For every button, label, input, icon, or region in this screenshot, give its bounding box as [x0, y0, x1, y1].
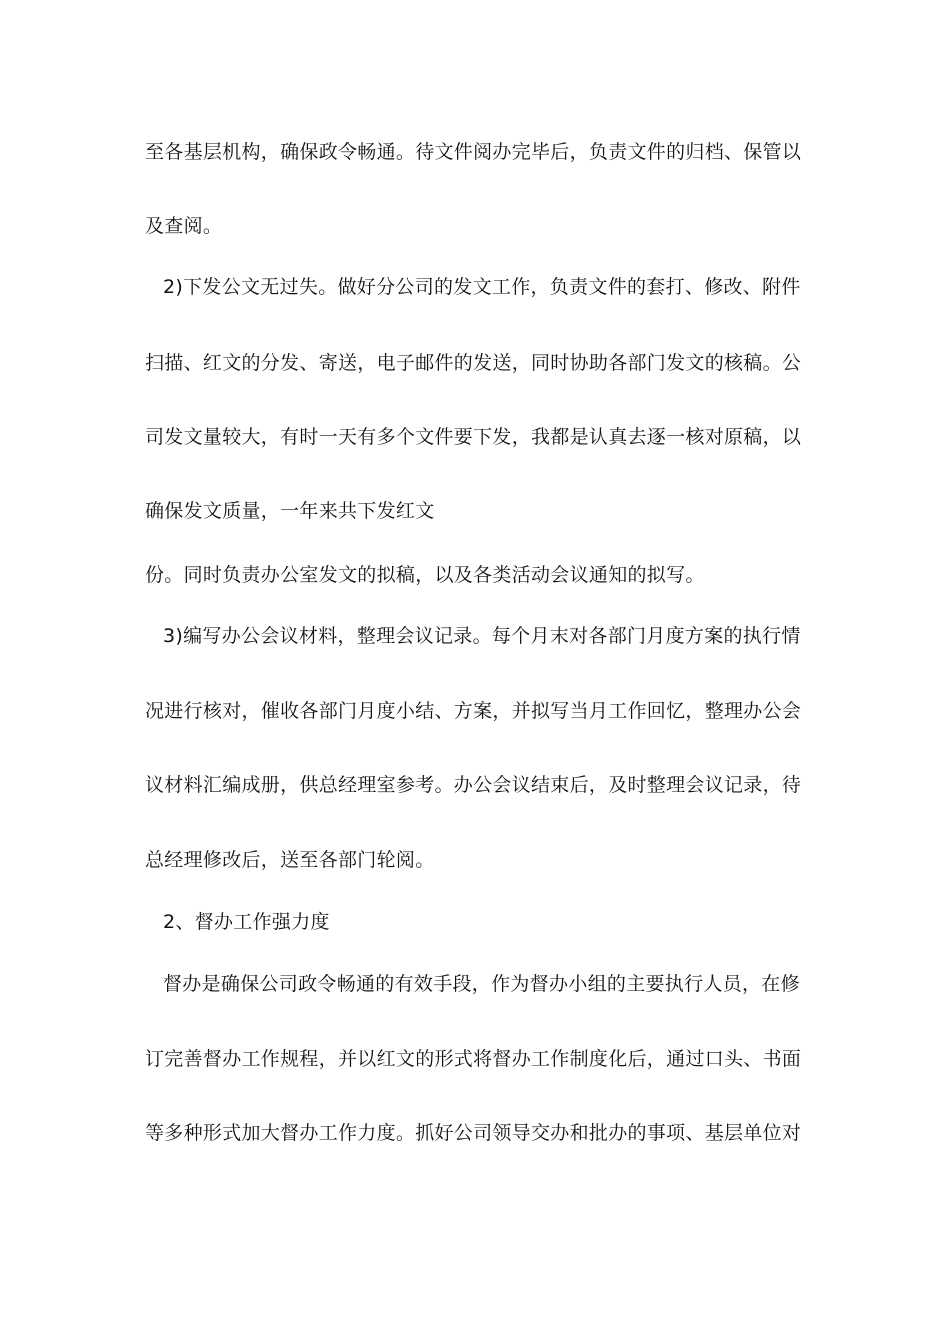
- body-text-line: 司发文量较大，有时一天有多个文件要下发，我都是认真去逐一核对原稿，以: [145, 426, 802, 448]
- body-text-line: 订完善督办工作规程，并以红文的形式将督办工作制度化后，通过口头、书面: [145, 1048, 802, 1070]
- body-text-line: 确保发文质量，一年来共下发红文: [145, 500, 435, 522]
- body-text-line: 等多种形式加大督办工作力度。抓好公司领导交办和批办的事项、基层单位对: [145, 1122, 802, 1144]
- list-item-text: 3)编写办公会议材料，整理会议记录。每个月末对各部门月度方案的执行情: [163, 625, 801, 647]
- body-text-line: 及查阅。: [145, 215, 223, 237]
- body-text-line: 总经理修改后，送至各部门轮阅。: [145, 849, 435, 871]
- body-text-line: 份。同时负责办公室发文的拟稿，以及各类活动会议通知的拟写。: [145, 564, 705, 586]
- list-item-text: 2)下发公文无过失。做好分公司的发文工作，负责文件的套打、修改、附件: [163, 276, 801, 298]
- paragraph-start: 督办是确保公司政令畅通的有效手段，作为督办小组的主要执行人员，在修: [163, 973, 800, 995]
- body-text-line: 至各基层机构，确保政令畅通。待文件阅办完毕后，负责文件的归档、保管以: [145, 141, 802, 163]
- body-text-line: 扫描、红文的分发、寄送，电子邮件的发送，同时协助各部门发文的核稿。公: [145, 352, 802, 374]
- body-text-line: 况进行核对，催收各部门月度小结、方案，并拟写当月工作回忆，整理办公会: [145, 700, 802, 722]
- body-text-line: 议材料汇编成册，供总经理室参考。办公会议结束后，及时整理会议记录，待: [145, 774, 802, 796]
- section-heading: 2、督办工作强力度: [163, 911, 330, 933]
